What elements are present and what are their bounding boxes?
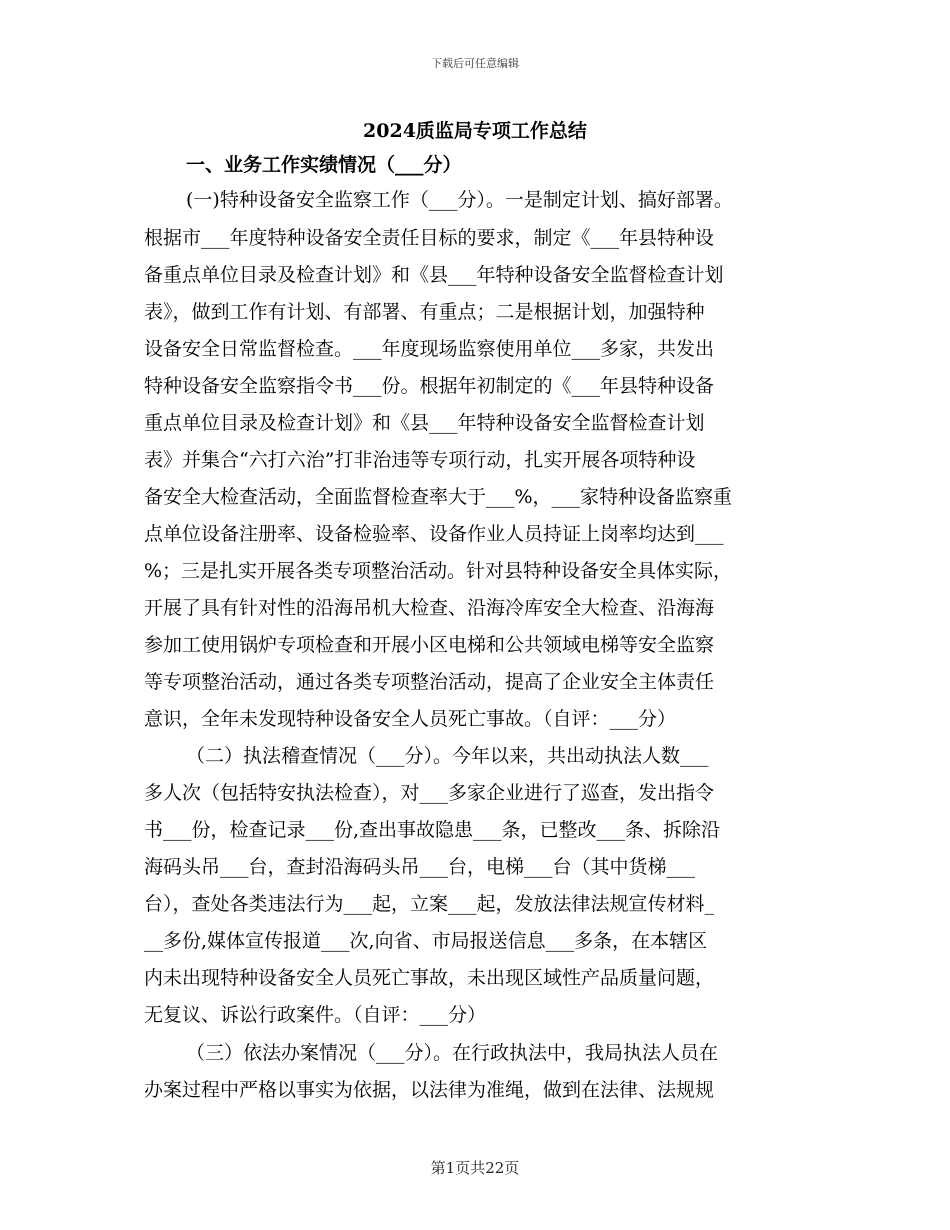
body-line: 书___份，检查记录___份,查出事故隐患___条，已整改___条、拆除沿	[144, 819, 721, 841]
body-line: 意识，全年未发现特种设备安全人员死亡事故。（自评：___分）	[144, 708, 677, 730]
body-line: 备安全大检查活动，全面监督检查率大于___%，___家特种设备监察重	[144, 486, 733, 508]
body-line: 多人次（包括特安执法检查），对___多家企业进行了巡查，发出指令	[144, 782, 715, 804]
section-heading: 一、业务工作实绩情况（___分）	[186, 154, 462, 176]
body-line: 特种设备安全监察指令书___份。根据年初制定的《___年县特种设备	[144, 375, 715, 397]
body-line: 办案过程中严格以事实为依据，以法律为准绳，做到在法律、法规规	[144, 1079, 715, 1101]
page-footer: 第1页共22页	[430, 1159, 520, 1177]
body-line: 表》并集合“六打六治”打非治违等专项行动，扎实开展各项特种设	[144, 449, 696, 471]
body-line: 参加工使用锅炉专项检查和开展小区电梯和公共领域电梯等安全监察	[144, 634, 715, 656]
body-line: 根据市___年度特种设备安全责任目标的要求，制定《___年县特种设	[144, 227, 715, 249]
body-line: 重点单位目录及检查计划》和《县___年特种设备安全监督检查计划	[144, 412, 705, 434]
page-header: 下载后可任意编辑	[431, 57, 519, 70]
body-line: （三）依法办案情况（___分）。在行政执法中，我局执法人员在	[186, 1042, 719, 1064]
body-line: 海码头吊___台，查封沿海码头吊___台，电梯___台（其中货梯___	[144, 856, 696, 878]
body-line: 备重点单位目录及检查计划》和《县___年特种设备安全监督检查计划	[144, 264, 724, 286]
body-line: 点单位设备注册率、设备检验率、设备作业人员持证上岗率均达到___	[144, 523, 724, 545]
body-line: 台），查处各类违法行为___起，立案___起，发放法律法规宣传材料_	[144, 893, 715, 915]
body-line: 开展了具有针对性的沿海吊机大检查、沿海冷库安全大检查、沿海海	[144, 597, 715, 619]
body-line: 等专项整治活动，通过各类专项整治活动，提高了企业安全主体责任	[144, 671, 715, 693]
body-line: __多份,媒体宣传报道___次,向省、市局报送信息___多条，在本辖区	[144, 930, 708, 952]
body-line: 无复议、诉讼行政案件。（自评：___分）	[144, 1004, 487, 1026]
body-line: 内未出现特种设备安全人员死亡事故，未出现区域性产品质量问题，	[144, 967, 715, 989]
body-line: 设备安全日常监督检查。___年度现场监察使用单位___多家，共发出	[144, 338, 715, 360]
body-line: （二）执法稽查情况（___分）。今年以来，共出动执法人数___	[186, 745, 709, 767]
body-line: %；三是扎实开展各类专项整治活动。针对县特种设备安全具体实际，	[144, 560, 733, 582]
document-title: 2024质监局专项工作总结	[363, 120, 587, 142]
body-line: (一)特种设备安全监察工作（___分）。一是制定计划、搞好部署。	[186, 189, 733, 211]
body-line: 表》，做到工作有计划、有部署、有重点；二是根据计划，加强特种	[144, 301, 705, 323]
